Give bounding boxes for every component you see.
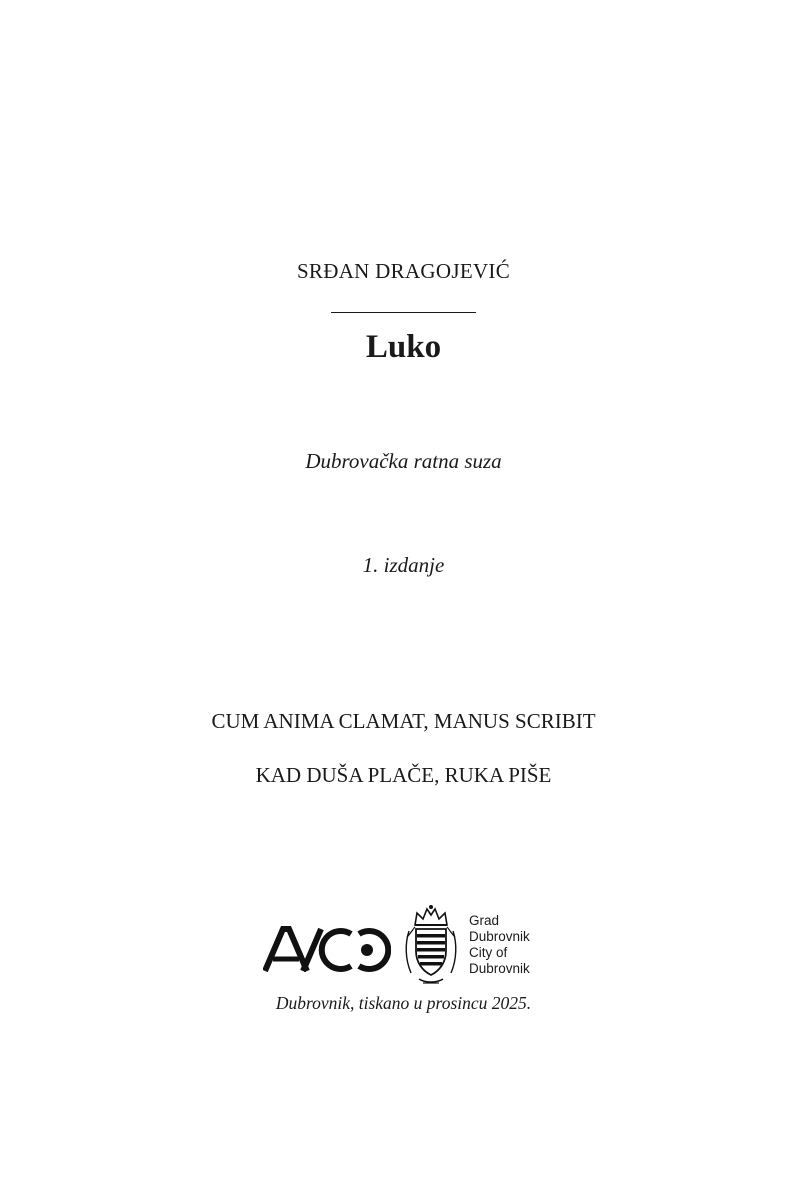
title-divider: [331, 312, 476, 313]
motto-latin: CUM ANIMA CLAMAT, MANUS SCRIBIT: [211, 709, 596, 733]
city-line-2: Dubrovnik: [469, 929, 530, 944]
book-title: Luko: [365, 329, 442, 365]
sponsor-logos: [260, 903, 560, 988]
dubrovnik-crest-icon: [403, 903, 459, 987]
author-name: SRĐAN DRAGOJEVIĆ: [296, 259, 511, 283]
city-line-4: Dubrovnik: [469, 961, 530, 976]
avco-logo-icon: [263, 925, 391, 973]
city-line-1: Grad: [469, 913, 500, 928]
imprint-line: Dubrovnik, tiskano u prosincu 2025.: [275, 993, 532, 1013]
book-subtitle: Dubrovačka ratna suza: [305, 449, 502, 473]
edition-label: 1. izdanje: [362, 553, 445, 577]
city-of-dubrovnik-label: [469, 913, 530, 977]
city-line-3: City of: [469, 945, 508, 960]
motto-croatian: KAD DUŠA PLAČE, RUKA PIŠE: [255, 763, 552, 787]
